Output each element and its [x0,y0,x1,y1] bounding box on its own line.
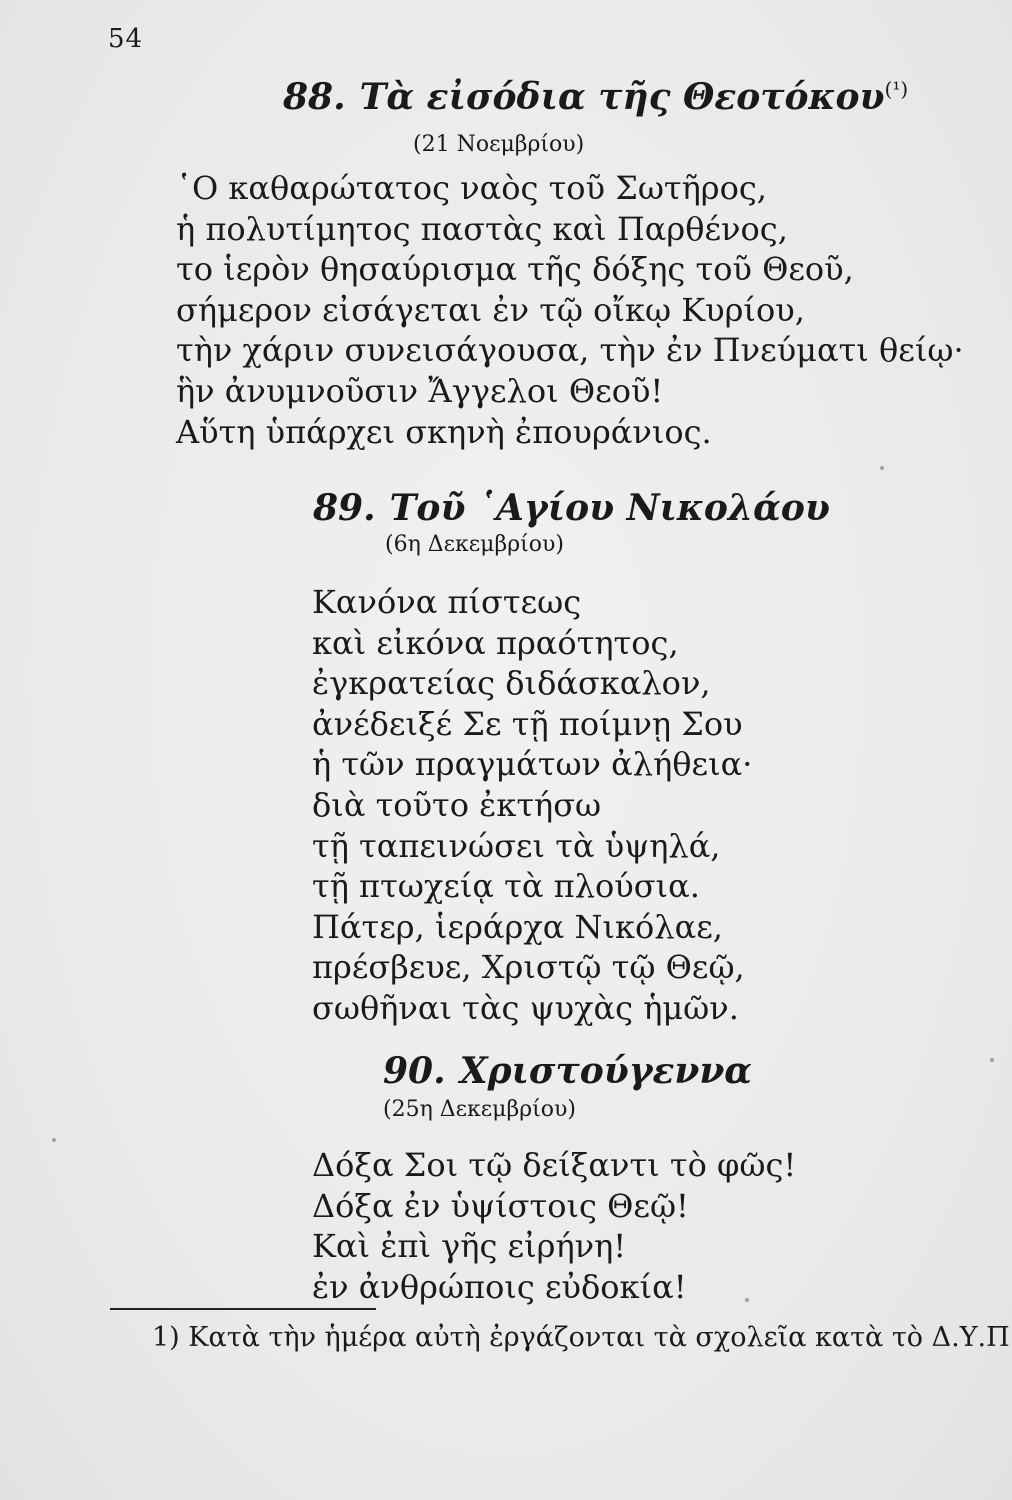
hymn-number: 89. [313,487,376,529]
verse-line: ἀνέδειξέ Σε τῇ ποίμνῃ Σου [312,704,743,743]
verse-line: Κανόνα πίστεως [312,583,582,621]
hymn-89-title [313,487,830,529]
verse-line: το ἱερὸν θησαύρισμα τῆς δόξης τοῦ Θεοῦ, [176,250,854,289]
hymn-88-date: (21 Νοεμβρίου) [413,132,585,157]
verse-line: καὶ εἰκόνα πραότητος, [312,623,679,662]
hymn-89-verse [312,582,752,1029]
verse-line: Αὕτη ὑπάρχει σκηνὴ ἐπουράνιος. [176,412,712,451]
verse-line: ἣν ἀνυμνοῦσιν Ἄγγελοι Θεοῦ! [176,371,664,410]
page-number: 54 [108,24,144,54]
scan-speck [745,1298,749,1302]
hymn-90-verse [312,1145,796,1307]
hymn-title-text: Τοῦ ῾Αγίου Νικολάου [389,487,830,529]
hymn-number: 88. [283,76,346,118]
scan-speck [52,1138,56,1142]
verse-line: τῇ πτωχείᾳ τὰ πλούσια. [312,867,700,906]
verse-line: ἐν ἀνθρώποις εὐδοκία! [312,1267,687,1306]
scan-speck [990,1058,994,1062]
verse-line: τῇ ταπεινώσει τὰ ὑψηλά, [312,826,721,865]
hymn-90-date: (25η Δεκεμβρίου) [383,1097,576,1122]
footnote-text: 1) Κατὰ τὴν ἡμέρα αὐτὴ ἐργάζονται τὰ σχολεῖα κατὰ τὸ Δ.Υ.Π [152,1322,1010,1353]
verse-line: Καὶ ἐπὶ γῆς εἰρήνη! [312,1227,627,1266]
hymn-90-title [383,1050,752,1092]
hymn-title-text: Τὰ εἰσόδια τῆς Θεοτόκου [359,76,885,118]
verse-line: τὴν χάριν συνεισάγουσα, τὴν ἐν Πνεύματι θείῳ· [176,331,964,370]
hymn-number: 90. [383,1050,446,1092]
verse-line: σήμερον εἰσάγεται ἐν τῷ οἴκῳ Κυρίου, [176,290,805,329]
verse-line: διὰ τοῦτο ἐκτήσω [312,785,602,824]
footnote-divider [110,1308,376,1310]
verse-line: πρέσβευε, Χριστῷ τῷ Θεῷ, [312,948,745,987]
verse-line: ἐγκρατείας διδάσκαλον, [312,664,711,703]
verse-line: Πάτερ, ἱεράρχα Νικόλαε, [312,907,723,946]
verse-line: σωθῆναι τὰς ψυχὰς ἡμῶν. [312,988,739,1027]
verse-line: Δόξα Σοι τῷ δείξαντι τὸ φῶς! [312,1146,797,1184]
verse-line: Δόξα ἐν ὑψίστοις Θεῷ! [312,1186,689,1225]
footnote-marker: (¹) [884,77,909,101]
hymn-89-date: (6η Δεκεμβρίου) [385,532,564,557]
hymn-88-title [283,76,908,118]
verse-line: ἡ πολυτίμητος παστὰς καὶ Παρθένος, [176,209,788,248]
scan-speck [880,466,884,470]
verse-line: ῾Ο καθαρώτατος ναὸς τοῦ Σωτῆρος, [176,169,767,207]
verse-line: ἡ τῶν πραγμάτων ἀλήθεια· [312,745,753,784]
hymn-title-text: Χριστούγεννα [459,1050,752,1092]
hymn-88-verse [176,168,964,452]
